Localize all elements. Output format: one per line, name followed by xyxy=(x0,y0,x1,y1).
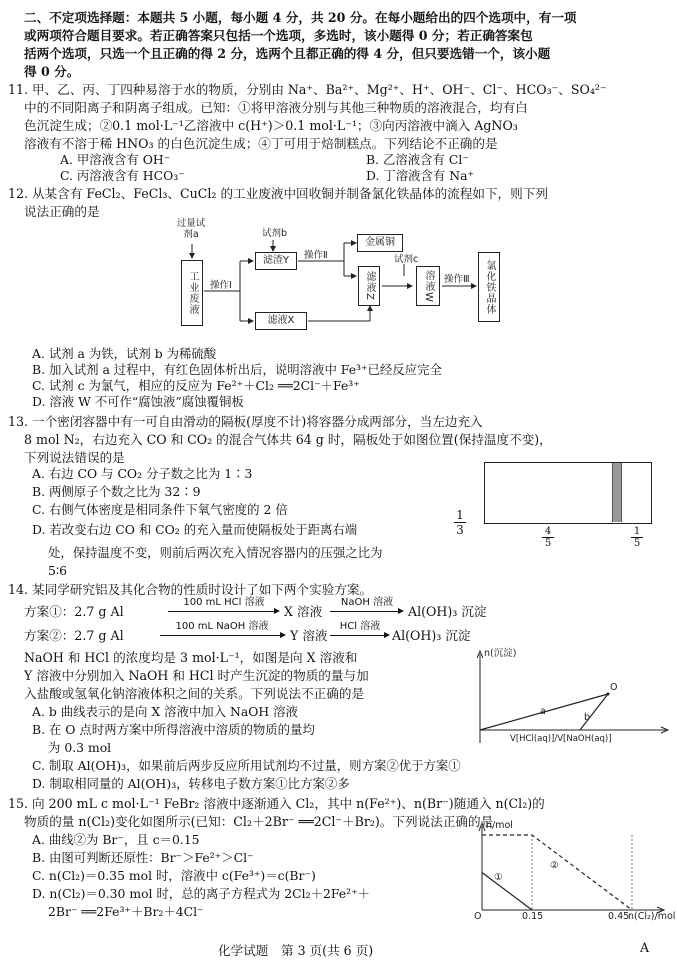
q14-xlabel: V[HCl(aq)]/V[NaOH(aq)] xyxy=(510,734,612,744)
q12-option-d[interactable]: D. 溶液 W 不可作“腐蚀液”腐蚀覆铜板 xyxy=(32,394,244,409)
q15-option-d[interactable]: D. n(Cl₂)＝0.30 mol 时，总的离子方程式为 2Cl₂＋2Fe²⁺＋ xyxy=(32,886,371,901)
scheme1-arrow2-label: NaOH 溶液 xyxy=(340,597,394,608)
q15-curve2-label: ② xyxy=(550,860,559,871)
q14-label-o: O xyxy=(610,682,618,693)
flow-waste-box: 工业废液 xyxy=(181,260,203,326)
q11-stem: 11. 甲、乙、丙、丁四种易溶于水的物质，分别由 Na⁺、Ba²⁺、Mg²⁺、H⁺、OH⁻、Cl⁻、HCO₃⁻、SO₄²⁻ xyxy=(8,82,607,97)
q14-stem: 入盐酸或氢氧化钠溶液体积之间的关系。下列说法不正确的是 xyxy=(24,686,365,701)
flow-reagent-b: 试剂b xyxy=(262,228,288,239)
section-header-line: 得 0 分。 xyxy=(24,64,80,79)
container-box xyxy=(484,462,652,524)
q13-option-d[interactable]: D. 若改变右边 CO 和 CO₂ 的充入量而使隔板处于距离右端 xyxy=(32,522,358,537)
q11-option-b[interactable]: B. 乙溶液含有 Cl⁻ xyxy=(366,152,469,167)
q15-option-c[interactable]: C. n(Cl₂)＝0.35 mol 时，溶液中 c(Fe³⁺)＝c(Br⁻) xyxy=(32,868,316,883)
q14-option-d[interactable]: D. 制取相同量的 Al(OH)₃，转移电子数方案①比方案②多 xyxy=(32,776,350,791)
section-header-line: 或两项符合题目要求。若正确答案只包括一个选项，多选时，该小题得 0 分；若正确答案包 xyxy=(24,28,533,43)
q13-option-d-cont: 5∶6 xyxy=(48,563,67,578)
tick-label-left xyxy=(542,526,554,549)
scheme2-arrow1-label: 100 mL NaOH 溶液 xyxy=(175,621,269,632)
arrow-line xyxy=(168,611,274,612)
flow-reagent-c: 试剂c xyxy=(394,254,419,265)
q12-option-c[interactable]: C. 试剂 c 为氯气，相应的反应为 Fe²⁺＋Cl₂ ══2Cl⁻＋Fe³⁺ xyxy=(32,378,360,393)
q11-stem: 色沉淀生成；②0.1 mol·L⁻¹乙溶液中 c(H⁺)＞0.1 mol·L⁻¹；③向丙溶液中滴入 AgNO₃ xyxy=(24,118,518,133)
scheme2-arrow2-label: HCl 溶液 xyxy=(339,621,381,632)
q15-curve1-label: ① xyxy=(494,872,503,883)
q11-option-c[interactable]: C. 丙溶液含有 HCO₃⁻ xyxy=(60,168,185,183)
scheme1-start: 方案①：2.7 g Al xyxy=(24,604,124,619)
arrow-line xyxy=(330,611,398,612)
q14-option-a[interactable]: A. b 曲线表示的是向 X 溶液中加入 NaOH 溶液 xyxy=(32,704,298,719)
q13-stem: 13. 一个密闭容器中有一可自由滑动的隔板(厚度不计)将容器分成两部分，当左边充入 xyxy=(8,414,483,429)
tick-den: 5 xyxy=(631,537,643,549)
tick-den: 5 xyxy=(542,537,554,549)
flow-op2: 操作Ⅱ xyxy=(304,250,328,261)
q15-xlabel: n(Cl₂)/mol xyxy=(628,911,676,922)
q15-option-a[interactable]: A. 曲线②为 Br⁻，且 c＝0.15 xyxy=(32,832,200,847)
flow-reagent-a: 过量试剂a xyxy=(176,218,206,240)
q14-ylabel: n(沉淀) xyxy=(484,648,517,659)
arrow-head xyxy=(274,608,280,614)
flow-op1: 操作Ⅰ xyxy=(210,280,232,291)
scheme1-end: Al(OH)₃ 沉淀 xyxy=(408,604,487,619)
flow-filtrate-x-box: 滤液X xyxy=(255,312,307,330)
q13-fraction xyxy=(454,508,466,537)
q14-graph-svg xyxy=(470,648,670,748)
flow-filtrate-z-box: 滤液Z xyxy=(358,266,380,306)
q13-stem: 下列说法错误的是 xyxy=(24,450,125,465)
q14-option-c[interactable]: C. 制取 Al(OH)₃，如果前后两步反应所用试剂均不过量，则方案②优于方案① xyxy=(32,758,461,773)
q15-origin: O xyxy=(474,911,482,922)
flow-filtrate-y-box: 滤渣Y xyxy=(255,252,297,270)
q11-option-d[interactable]: D. 丁溶液含有 Na⁺ xyxy=(366,168,475,183)
q12-stem: 12. 从某含有 FeCl₂、FeCl₃、CuCl₂ 的工业废液中回收铜并制备氯化铁晶体的流程如下，则下列 xyxy=(8,186,548,201)
q15-xtick-2: 0.45 xyxy=(608,911,630,922)
arrow-head xyxy=(398,608,404,614)
q13-option-d-cont: 处，保持温度不变，则前后两次充入情况容器内的压强之比为 xyxy=(48,545,383,560)
tick-label-right xyxy=(631,526,643,549)
scheme2-start: 方案②：2.7 g Al xyxy=(24,628,124,643)
q12-option-b[interactable]: B. 加入试剂 a 过程中，有红色固体析出后，说明溶液中 Fe³⁺已经反应完全 xyxy=(32,362,442,377)
q13-option-a[interactable]: A. 右边 CO 与 CO₂ 分子数之比为 1∶3 xyxy=(32,466,253,481)
q14-option-b[interactable]: B. 在 O 点时两方案中所得溶液中溶质的物质的量均 xyxy=(32,722,315,737)
q15-ylabel: n/mol xyxy=(486,820,513,831)
footer-title: 化学试题 第 3 页(共 6 页) xyxy=(218,943,374,958)
partition xyxy=(612,463,622,522)
q13-option-c[interactable]: C. 右侧气体密度是相同条件下氧气密度的 2 倍 xyxy=(32,502,288,517)
scheme1-mid: X 溶液 xyxy=(284,604,323,619)
q14-label-b: b xyxy=(584,712,591,723)
q14-label-a: a xyxy=(540,706,546,717)
q13-container-figure xyxy=(484,462,652,549)
arrow-line xyxy=(160,635,280,636)
q14-stem: NaOH 和 HCl 的浓度均是 3 mol·L⁻¹，如图是向 X 溶液和 xyxy=(24,650,358,665)
q14-graph xyxy=(470,648,670,748)
tick-num: 4 xyxy=(544,526,552,537)
q15-graph xyxy=(472,820,676,924)
q15-series-2 xyxy=(482,835,632,910)
flow-crystal-box: 氯化铁晶体 xyxy=(478,252,500,322)
section-header-line: 二、不定项选择题：本题共 5 小题，每小题 4 分，共 20 分。在每小题给出的四个选项中，有一项 xyxy=(24,10,577,25)
arrow-line xyxy=(330,635,384,636)
flow-op3: 操作Ⅲ xyxy=(444,274,470,285)
q15-series-1 xyxy=(482,873,532,911)
arrow-head xyxy=(280,632,286,638)
arrow-head xyxy=(384,632,390,638)
flow-solution-w-box: 溶液W xyxy=(416,266,440,306)
q14-option-b-cont: 为 0.3 mol xyxy=(48,740,112,755)
flow-copper-box: 金属铜 xyxy=(357,234,403,252)
q14-stem: 14. 某同学研究铝及其化合物的性质时设计了如下两个实验方案。 xyxy=(8,582,373,597)
q15-xtick-1: 0.15 xyxy=(522,911,544,922)
scheme1-arrow1-label: 100 mL HCl 溶液 xyxy=(183,597,265,608)
q11-stem: 溶液有不溶于稀 HNO₃ 的白色沉淀生成；④丁可用于焙制糕点。下列结论不正确的是 xyxy=(24,136,498,151)
q12-stem: 说法正确的是 xyxy=(24,204,100,219)
section-header-line: 括两个选项，只选一个且正确的得 2 分，选两个且都正确的得 4 分，但只要选错一个，该小题 xyxy=(24,46,551,61)
q11-stem: 中的不同阳离子和阴离子组成。已知：①将甲溶液分别与其他三种物质的溶液混合，均有白 xyxy=(24,100,528,115)
q14-stem: Y 溶液中分别加入 NaOH 和 HCl 时产生沉淀的物质的量与加 xyxy=(24,668,369,683)
q15-option-b[interactable]: B. 由图可判断还原性：Br⁻＞Fe²⁺＞Cl⁻ xyxy=(32,850,254,865)
footer-version: A xyxy=(640,940,650,955)
q11-option-a[interactable]: A. 甲溶液含有 OH⁻ xyxy=(60,152,171,167)
scheme2-mid: Y 溶液 xyxy=(290,628,328,643)
q15-stem: 15. 向 200 mL c mol·L⁻¹ FeBr₂ 溶液中逐渐通入 Cl₂，其中 n(Fe²⁺)、n(Br⁻)随通入 n(Cl₂)的 xyxy=(8,796,545,811)
q12-flowchart xyxy=(170,216,510,346)
q13-stem: 8 mol N₂，右边充入 CO 和 CO₂ 的混合气体共 64 g 时，隔板处于如图位置(保持温度不变)， xyxy=(24,432,552,447)
fraction-denominator: 3 xyxy=(454,522,466,537)
tick-num: 1 xyxy=(633,526,641,537)
q12-option-a[interactable]: A. 试剂 a 为铁，试剂 b 为稀硫酸 xyxy=(32,346,217,361)
q15-stem: 物质的量 n(Cl₂)变化如图所示(已知：Cl₂＋2Br⁻ ══2Cl⁻＋Br₂)。下列说法正确的是 xyxy=(24,814,494,829)
q13-option-b[interactable]: B. 两侧原子个数之比为 32∶9 xyxy=(32,484,201,499)
fraction-numerator: 1 xyxy=(456,508,464,522)
scheme2-end: Al(OH)₃ 沉淀 xyxy=(392,628,471,643)
q15-option-d-cont: 2Br⁻ ══2Fe³⁺＋Br₂＋4Cl⁻ xyxy=(48,904,204,919)
